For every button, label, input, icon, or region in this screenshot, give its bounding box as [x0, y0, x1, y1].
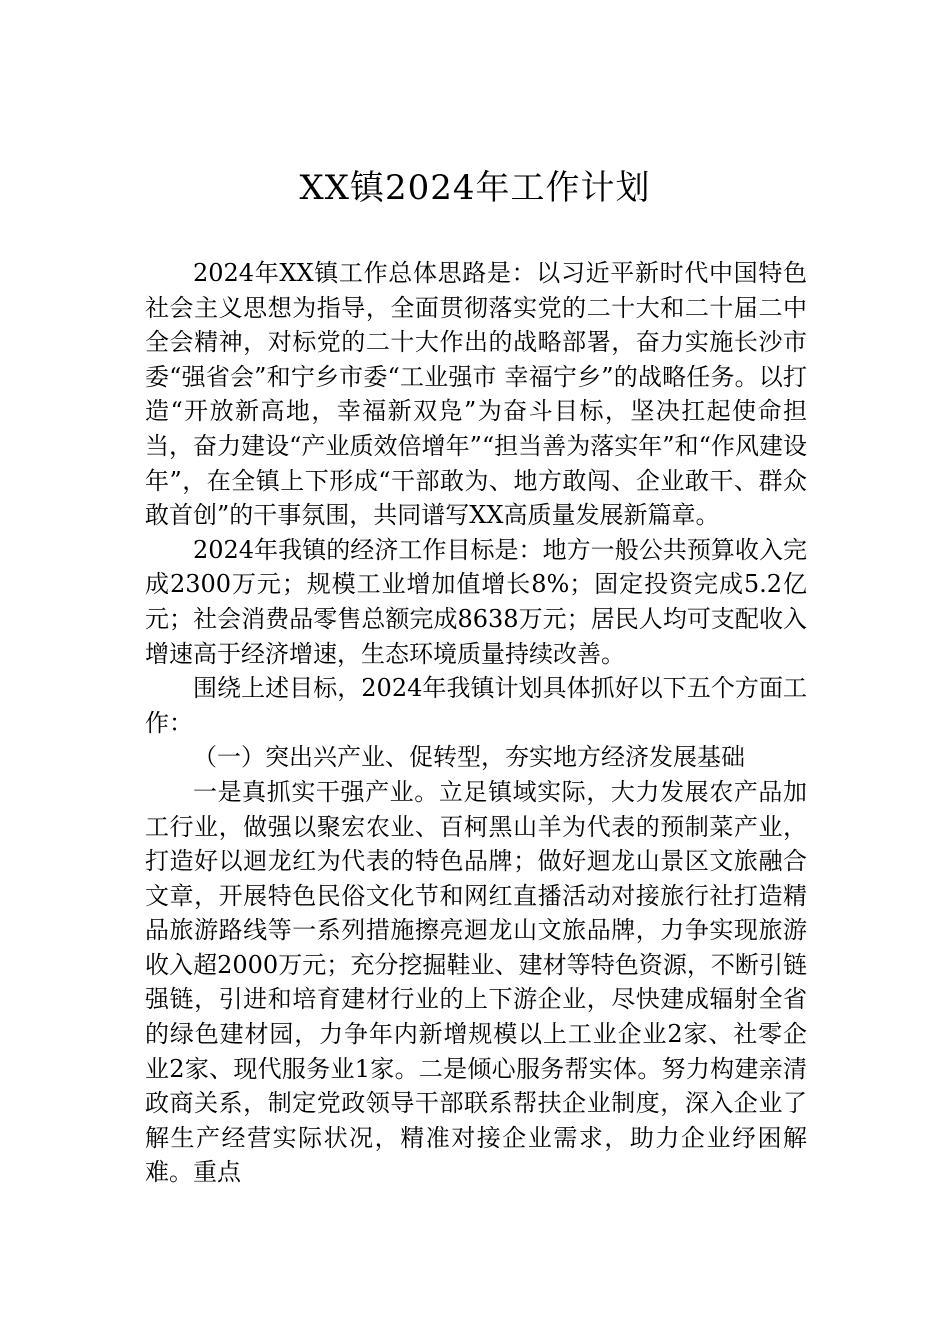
section-heading-1: （一）突出兴产业、促转型，夯实地方经济发展基础 [193, 743, 745, 772]
paragraph-five-areas-intro: 围绕上述目标，2024年我镇计划具体抓好以下五个方面工作： [145, 674, 807, 737]
paragraph-industry-measures: 一是真抓实干强产业。立足镇域实际，大力发展农产品加工行业，做强以聚宏农业、百柯黑山羊为代表的预制菜产业，打造好以迴龙红为代表的特色品牌；做好迴龙山景区文旅融合文章，开展特色民俗文化节和网红直播活动对接旅行社打造精品旅游路线等一系列措施擦亮迴龙山文旅品牌，力争实现旅游收入超2000万元；充分挖掘鞋业、建材等特色资源，不断引链强链，引进和培育建材行业的上下游企业，尽快建成辐射全省的绿色建材园，力争年内新增规模以上工业企业2家、社零企业2家、现代服务业1家。二是倾心服务帮实体。努力构建亲清政商关系，制定党政领导干部联系帮扶企业制度，深入企业了解生产经营实际状况，精准对接企业需求，助力企业纾困解难。重点 [145, 777, 807, 1187]
document-title: XX镇2024年工作计划 [299, 168, 651, 208]
paragraph-economic-targets: 2024年我镇的经济工作目标是：地方一般公共预算收入完成2300万元；规模工业增加值增长8%；固定投资完成5.2亿元；社会消费品零售总额完成8638万元；居民人均可支配收入增速高于经济增速，生态环境质量持续改善。 [145, 535, 807, 668]
paragraph-overall-approach: 2024年XX镇工作总体思路是：以习近平新时代中国特色社会主义思想为指导，全面贯彻落实党的二十大和二十届二中全会精神，对标党的二十大作出的战略部署，奋力实施长沙市委“强省会”和宁乡市委“工业强市 幸福宁乡”的战略任务。以打造“开放新高地，幸福新双凫”为奋斗目标，坚决扛起使命担当，奋力建设“产业质效倍增年”“担当善为落实年”和“作风建设年”，在全镇上下形成“干部敢为、地方敢闯、企业敢干、群众敢首创”的干事氛围，共同谱写XX高质量发展新篇章。 [145, 259, 807, 530]
document-body [145, 256, 807, 1190]
